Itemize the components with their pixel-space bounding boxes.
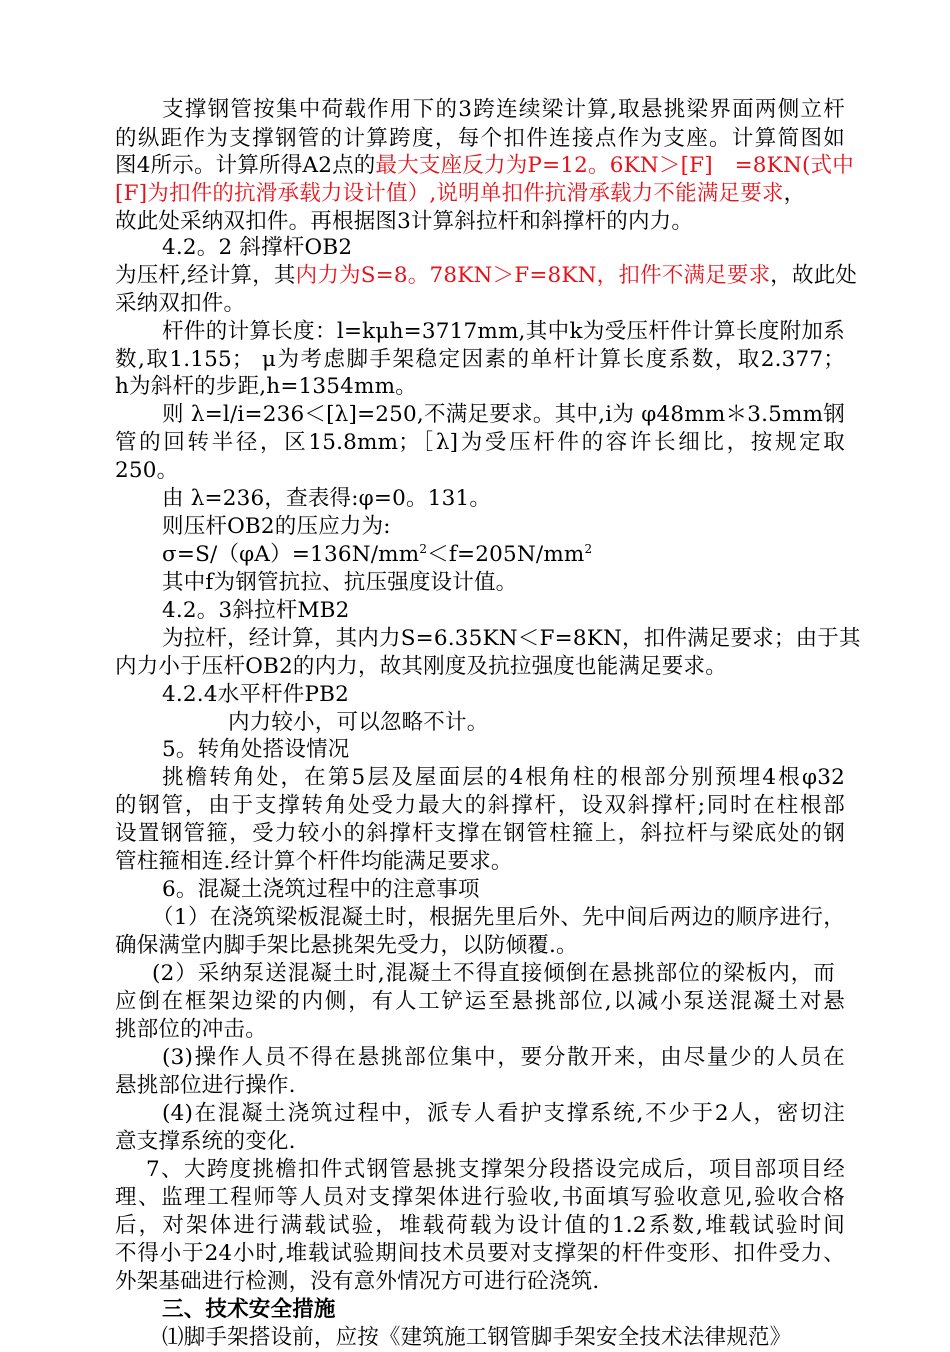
section-heading: 4.2。2 斜撑杆OB2 xyxy=(162,235,353,260)
section-heading: 5。转角处搭设情况 xyxy=(162,737,350,762)
text-line xyxy=(115,262,858,290)
text-segment: ，故此处 xyxy=(770,263,858,288)
text-line: 数,取1.155； μ为考虑脚手架稳定因素的单杆计算长度系数，取2.377； xyxy=(115,347,845,372)
text-segment: 图4所示。计算所得A2点的 xyxy=(115,153,376,178)
text-line: h为斜杆的步距,h=1354mm。 xyxy=(115,374,417,399)
text-line: 不得小于24小时,堆载试验期间技术员要对支撑架的杆件变形、扣件受力、 xyxy=(115,1241,845,1266)
highlighted-text: 最大支座反力为P=12。6KN＞[F] =8KN(式中 xyxy=(375,153,854,178)
text-line: 采纳双扣件。 xyxy=(115,291,246,316)
text-line: (2）采纳泵送混凝土时,混凝土不得直接倾倒在悬挑部位的梁板内，而 xyxy=(152,961,835,986)
text-line: 250。 xyxy=(115,458,179,483)
superscript: 2 xyxy=(584,541,593,556)
section-heading: 4.2。3斜拉杆MB2 xyxy=(162,598,350,623)
text-line: (4)在混凝土浇筑过程中，派专人看护支撑系统,不少于2人，密切注 xyxy=(162,1101,845,1126)
text-line: 挑檐转角处，在第5层及屋面层的4根角柱的根部分别预埋4根φ32 xyxy=(162,765,845,790)
text-line: 则 λ=l/i=236＜[λ]=250,不满足要求。其中,i为 φ48mm＊3.5mm钢 xyxy=(162,402,845,427)
text-segment: ， xyxy=(783,181,806,206)
highlighted-text: 内力为S=8。78KN＞F=8KN，扣件不满足要求 xyxy=(295,263,771,288)
text-line: 支撑钢管按集中荷载作用下的3跨连续梁计算,取悬挑梁界面两侧立杆 xyxy=(162,97,845,122)
formula-part: ＜f=205N/mm xyxy=(427,542,585,567)
chapter-heading: 三、技术安全措施 xyxy=(162,1297,336,1322)
superscript: 2 xyxy=(419,541,428,556)
text-line: 的纵距作为支撑钢管的计算跨度，每个扣件连接点作为支座。计算简图如 xyxy=(115,126,845,151)
text-line: 管柱箍相连.经计算个杆件均能满足要求。 xyxy=(115,849,513,874)
text-line: 悬挑部位进行操作. xyxy=(115,1073,296,1098)
text-segment: 为压杆,经计算，其 xyxy=(115,263,296,288)
text-line: 7、大跨度挑檐扣件式钢管悬挑支撑架分段搭设完成后，项目部项目经 xyxy=(146,1157,845,1182)
text-line: 理、监理工程师等人员对支撑架体进行验收,书面填写验收意见,验收合格 xyxy=(115,1185,845,1210)
text-line: 确保满堂内脚手架比悬挑架先受力，以防倾覆.。 xyxy=(115,933,578,958)
text-line: 后，对架体进行满载试验，堆载荷载为设计值的1.2系数,堆载试验时间 xyxy=(115,1213,845,1238)
text-line: 由 λ=236，查表得:φ=0。131。 xyxy=(162,486,492,511)
formula-line xyxy=(162,541,892,569)
formula-part: σ=S/（φA）=136N/mm xyxy=(162,542,420,567)
text-line: 杆件的计算长度：l=kμh=3717mm,其中k为受压杆件计算长度附加系 xyxy=(162,319,845,344)
text-line xyxy=(115,180,845,208)
text-line: ⑴脚手架搭设前，应按《建筑施工钢管脚手架安全技术法律规范》 xyxy=(162,1325,792,1350)
text-line: 管的回转半径，区15.8mm；［λ]为受压杆件的容许长细比，按规定取 xyxy=(115,430,845,455)
text-line: 应倒在框架边梁的内侧，有人工铲运至悬挑部位,以减小泵送混凝土对悬 xyxy=(115,989,845,1014)
text-line: 的钢管，由于支撑转角处受力最大的斜撑杆，设双斜撑杆;同时在柱根部 xyxy=(115,793,845,818)
text-line: 挑部位的冲击。 xyxy=(115,1017,267,1042)
text-line: 内力小于压杆OB2的内力，故其刚度及抗拉强度也能满足要求。 xyxy=(115,654,727,679)
text-line: 故此处采纳双扣件。再根据图3计算斜拉杆和斜撑杆的内力。 xyxy=(115,209,694,234)
text-line: 内力较小，可以忽略不计。 xyxy=(228,710,489,735)
text-line: 意支撑系统的变化. xyxy=(115,1129,296,1154)
text-line: 其中f为钢管抗拉、抗压强度设计值。 xyxy=(162,570,518,595)
text-line xyxy=(115,152,854,180)
section-heading: 6。混凝土浇筑过程中的注意事项 xyxy=(162,877,480,902)
text-line: （1）在浇筑梁板混凝土时，根据先里后外、先中间后两边的顺序进行， xyxy=(152,905,845,930)
highlighted-text: [F]为扣件的抗滑承载力设计值）,说明单扣件抗滑承载力不能满足要求 xyxy=(115,181,784,206)
text-line: 为拉杆，经计算，其内力S=6.35KN＜F=8KN，扣件满足要求；由于其 xyxy=(162,626,861,651)
text-line: 外架基础进行检测，没有意外情况方可进行砼浇筑. xyxy=(115,1269,600,1294)
text-line: 则压杆OB2的压应力为: xyxy=(162,514,391,539)
section-heading: 4.2.4水平杆件PB2 xyxy=(162,682,350,707)
text-line: (3)操作人员不得在悬挑部位集中，要分散开来，由尽量少的人员在 xyxy=(162,1045,845,1070)
text-line: 设置钢管箍，受力较小的斜撑杆支撑在钢管柱箍上，斜拉杆与梁底处的钢 xyxy=(115,821,845,846)
